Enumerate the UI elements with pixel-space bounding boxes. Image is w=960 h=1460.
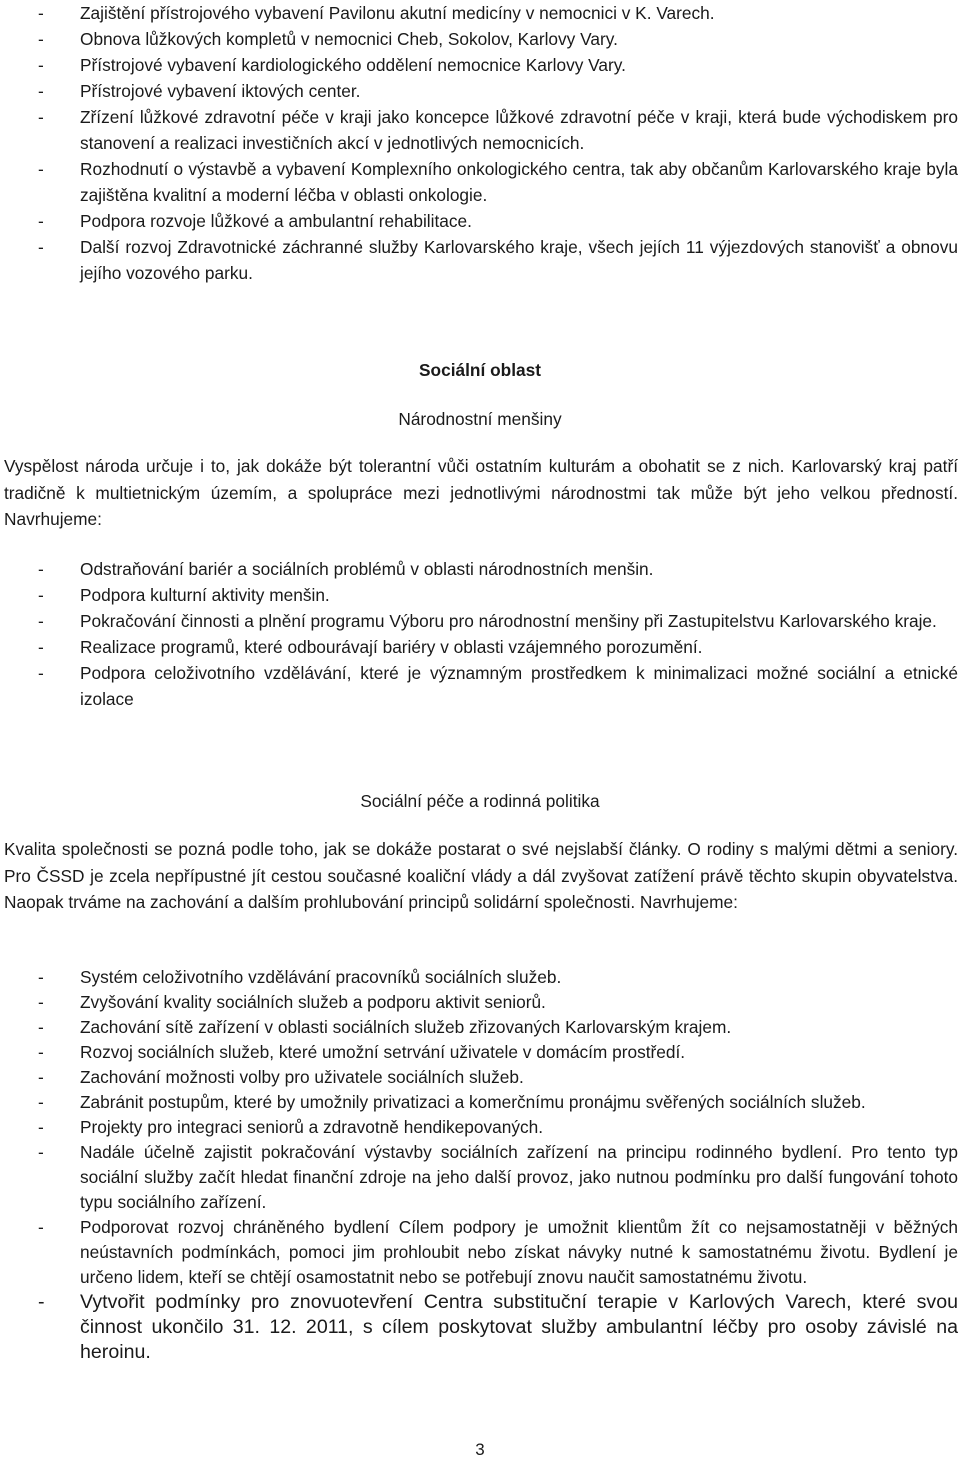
subsection-heading-minorities: Národnostní menšiny: [398, 409, 562, 429]
list-item-text: Realizace programů, které odbourávají bariéry v oblasti vzájemného porozumění.: [80, 637, 703, 657]
list-item-text: Podpora kulturní aktivity menšin.: [80, 585, 330, 605]
list-item-text: Rozvoj sociálních služeb, které umožní setrvání uživatele v domácím prostředí.: [80, 1042, 686, 1062]
list-dash: -: [38, 81, 44, 101]
list-item-text: Podpora rozvoje lůžkové a ambulantní rehabilitace.: [80, 211, 472, 231]
section-heading-social: Sociální oblast: [419, 360, 541, 380]
list-item: [0, 1115, 958, 1140]
list-dash: -: [38, 611, 44, 631]
list-item: [0, 0, 958, 26]
list-item: [0, 208, 958, 234]
health-list: [0, 0, 958, 286]
list-item: [0, 234, 958, 286]
social-care-list: [0, 965, 958, 1365]
list-item-text: Zřízení lůžkové zdravotní péče v kraji jako koncepce lůžkové zdravotní péče v kraji, která bude východiskem pro stanovení a realizaci investičních akcí v jednotlivých nemocnicích.: [80, 107, 958, 153]
list-dash: -: [38, 663, 44, 683]
list-dash: -: [38, 1067, 44, 1087]
page-number: 3: [475, 1440, 485, 1459]
list-dash: -: [38, 559, 44, 579]
list-item: [0, 556, 958, 582]
list-dash: -: [38, 637, 44, 657]
list-dash: -: [38, 29, 44, 49]
list-item: [0, 1215, 958, 1290]
list-dash: -: [38, 3, 44, 23]
list-dash: -: [38, 1291, 45, 1313]
list-dash: -: [38, 55, 44, 75]
list-dash: -: [38, 967, 44, 987]
list-item: [0, 52, 958, 78]
list-dash: -: [38, 1117, 44, 1137]
social-care-paragraph: Kvalita společnosti se pozná podle toho, jak se dokáže postarat o své nejslabší články. O rodiny s malými dětmi a seniory. Pro ČSSD je zcela nepřípustné jít cestou současné koaliční vlády a dál zvyšovat zatížení právě těchto skupin obyvatelstva. Naopak trváme na zachování a dalším prohlubování principů solidární společnosti. Navrhujeme:: [4, 839, 958, 912]
list-dash: -: [38, 585, 44, 605]
list-item-text: Podpora celoživotního vzdělávání, které je významným prostředkem k minimalizaci možné sociální a etnické izolace: [80, 663, 958, 709]
list-item-text: Pokračování činnosti a plnění programu Výboru pro národnostní menšiny při Zastupitelstvu Karlovarského kraje.: [80, 611, 937, 631]
list-item-text: Obnova lůžkových kompletů v nemocnici Cheb, Sokolov, Karlovy Vary.: [80, 29, 618, 49]
list-dash: -: [38, 1217, 44, 1237]
list-item-text: Odstraňování bariér a sociálních problémů v oblasti národnostních menšin.: [80, 559, 654, 579]
list-dash: -: [38, 159, 44, 179]
list-dash: -: [38, 1092, 44, 1112]
list-item: [0, 1040, 958, 1065]
subsection-heading-social-care: Sociální péče a rodinná politika: [360, 791, 600, 811]
list-item: [0, 104, 958, 156]
list-item: [0, 26, 958, 52]
list-item: [0, 965, 958, 990]
minorities-paragraph: Vyspělost národa určuje i to, jak dokáže být tolerantní vůči ostatním kulturám a obohatit se z nich. Karlovarský kraj patří tradičně k multietnickým územím, a spolupráce mezi jednotlivými národnostmi tak může být jeho velkou předností. Navrhujeme:: [4, 456, 958, 529]
list-item: [0, 1065, 958, 1090]
list-item-text: Zvyšování kvality sociálních služeb a podporu aktivit seniorů.: [80, 992, 546, 1012]
list-dash: -: [38, 1042, 44, 1062]
list-item: [0, 1015, 958, 1040]
list-item: [0, 156, 958, 208]
list-item-text: Zajištění přístrojového vybavení Pavilonu akutní medicíny v nemocnici v K. Varech.: [80, 3, 715, 23]
list-item: [0, 582, 958, 608]
list-item-text: Zachování sítě zařízení v oblasti sociálních služeb zřizovaných Karlovarským krajem.: [80, 1017, 732, 1037]
list-item-text: Přístrojové vybavení kardiologického oddělení nemocnice Karlovy Vary.: [80, 55, 626, 75]
list-item-text: Další rozvoj Zdravotnické záchranné služby Karlovarského kraje, všech jejích 11 výjezdových stanovišť a obnovu jejího vozového parku.: [80, 237, 958, 283]
list-item-text: Vytvořit podmínky pro znovuotevření Centra substituční terapie v Karlových Varech, které svou činnost ukončilo 31. 12. 2011, s cílem poskytovat služby ambulantní léčby pro osoby závislé na heroinu.: [80, 1291, 958, 1363]
list-item-text: Přístrojové vybavení iktových center.: [80, 81, 361, 101]
list-item: [0, 1090, 958, 1115]
list-item: [0, 660, 958, 712]
list-item-text: Systém celoživotního vzdělávání pracovníků sociálních služeb.: [80, 967, 562, 987]
list-dash: -: [38, 992, 44, 1012]
list-dash: -: [38, 1017, 44, 1037]
list-item-text: Projekty pro integraci seniorů a zdravotně hendikepovaných.: [80, 1117, 544, 1137]
list-dash: -: [38, 107, 44, 127]
list-item-text: Zabránit postupům, které by umožnily privatizaci a komerčnímu pronájmu svěřených sociálních služeb.: [80, 1092, 866, 1112]
list-item: [0, 1140, 958, 1215]
list-item-emphasized: [0, 1290, 958, 1365]
list-item-text: Podporovat rozvoj chráněného bydlení Cílem podpory je umožnit klientům žít co nejsamostatněji v běžných neústavních podmínkách, pomoci jim prohloubit nebo získat návyky nutné k samostatnému životu. Bydlení je určeno lidem, kteří se chtějí osamostatnit nebo se potřebují znovu naučit samostatnému životu.: [80, 1217, 958, 1287]
list-item: [0, 78, 958, 104]
list-item: [0, 990, 958, 1015]
list-item-text: Nadále účelně zajistit pokračování výstavby sociálních zařízení na principu rodinného bydlení. Pro tento typ sociální služby začít hledat finanční zdroje na jeho další provoz, jako nutnou podmínku pro další fungování tohoto typu sociálního zařízení.: [80, 1142, 958, 1212]
list-dash: -: [38, 1142, 44, 1162]
list-item-text: Zachování možnosti volby pro uživatele sociálních služeb.: [80, 1067, 524, 1087]
list-item: [0, 608, 958, 634]
minorities-list: [0, 556, 958, 712]
list-dash: -: [38, 237, 44, 257]
list-item-text: Rozhodnutí o výstavbě a vybavení Komplexního onkologického centra, tak aby občanům Karlovarského kraje byla zajištěna kvalitní a moderní léčba v oblasti onkologie.: [80, 159, 958, 205]
list-dash: -: [38, 211, 44, 231]
list-item: [0, 634, 958, 660]
